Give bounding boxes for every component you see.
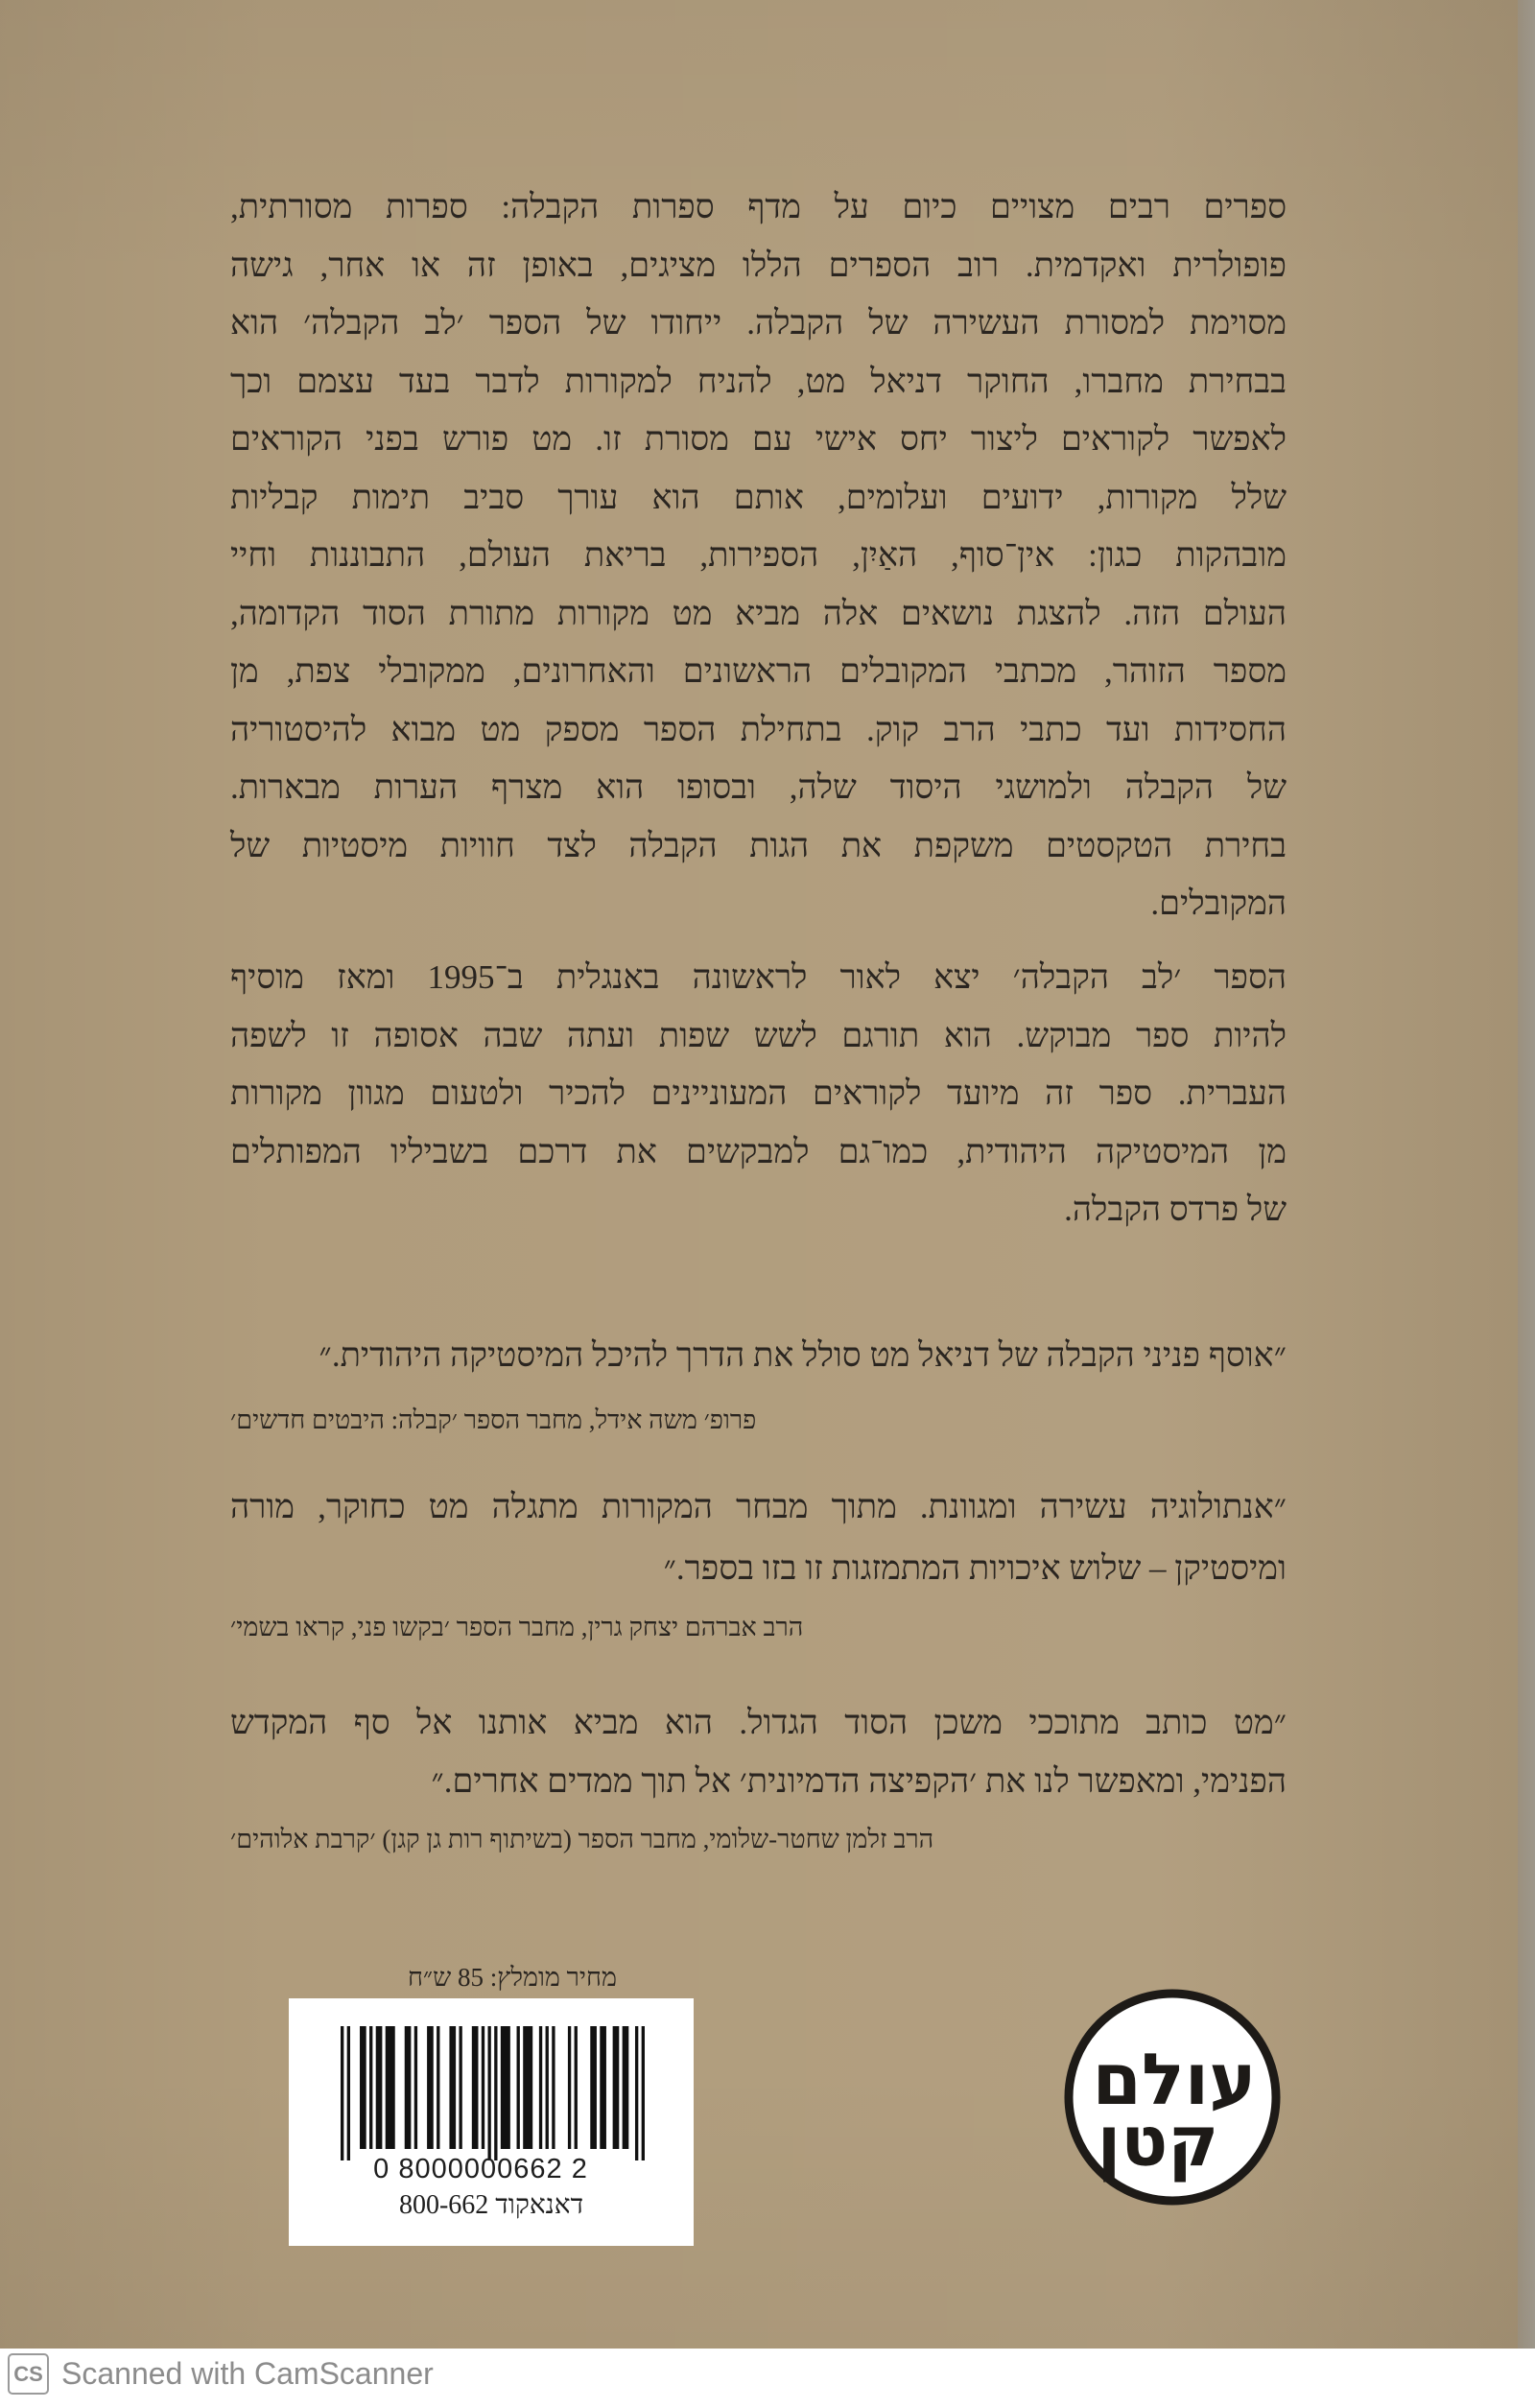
paragraph-line: של פרדס הקבלה.: [1064, 1191, 1287, 1228]
quote-line: ״אנתולוגיה עשירה ומגוונת. מתוך מבחר המקורות מתגלה מט כחוקר, מורה: [230, 1488, 1287, 1525]
barcode-bar: [546, 2026, 549, 2149]
camscanner-logo-icon: CS: [8, 2353, 49, 2395]
quote-line: ומיסטיקן – שלוש איכויות המתמזגות זו בזו בספר.״: [663, 1549, 1287, 1587]
barcode-bar: [347, 2026, 350, 2160]
barcode-bar: [600, 2026, 606, 2149]
paragraph-line: העולם הזה. להצגת נושאים אלה מביא מט מקורות מתורת הסוד הקדומה,: [230, 594, 1287, 632]
barcode-bar: [376, 2026, 383, 2149]
barcode-bar: [552, 2026, 555, 2149]
barcode-bar: [635, 2026, 638, 2160]
paragraph-line: להיות ספר מבוקש. הוא תורגם לשש שפות ועתה שבה אסופה זו לשפה: [230, 1016, 1287, 1054]
barcode-bar: [341, 2026, 343, 2160]
paragraph-line: ספרים רבים מצויים כיום על מדף ספרות הקבלה: ספרות מסורתית,: [230, 188, 1287, 225]
barcode-bar: [472, 2026, 479, 2149]
barcode-bar: [386, 2026, 395, 2149]
barcode-bars: [341, 2026, 645, 2162]
quote-line: ״מט כותב מתוככי משכן הסוד הגדול. הוא מביא אותנו אל סף המקדש: [230, 1704, 1287, 1741]
paragraph-line: מן המיסטיקה היהודית, כמו־גם למבקשים את דרכם בשביליו המפותלים: [230, 1132, 1287, 1170]
camscanner-text: Scanned with CamScanner: [61, 2356, 434, 2391]
endorsement-quote-1: [230, 1327, 1287, 1385]
barcode-bar: [449, 2026, 456, 2149]
scanner-watermark: [0, 2349, 1535, 2408]
barcode-bar: [405, 2026, 412, 2149]
barcode-bar: [623, 2026, 629, 2149]
barcode-bar: [427, 2026, 434, 2149]
quote-attribution: הרב אברהם יצחק גרין, מחבר הספר ׳בקשו פני, קראו בשמי׳: [230, 1613, 804, 1641]
barcode-bar: [501, 2026, 510, 2149]
endorsement-attribution-2: [230, 1606, 1287, 1648]
barcode-bar: [642, 2026, 645, 2160]
paragraph-line: בחירת הטקסטים משקפת את הגות הקבלה לצד חוויות מיסטיות של: [230, 826, 1287, 864]
barcode-number: 0 8000000662 2: [373, 2154, 588, 2184]
endorsement-attribution-1: [230, 1399, 1287, 1441]
barcode-bar: [517, 2026, 520, 2149]
paragraph-line: לאפשר לקוראים ליצור יחס אישי עם מסורת זו. מט פורש בפני הקוראים: [230, 420, 1287, 458]
paragraph-line: מסוימת למסורת העשירה של הקבלה. ייחודו של הספר ׳לב הקבלה׳ הוא: [230, 304, 1287, 342]
endorsement-quote-3: [230, 1693, 1287, 1810]
barcode-bar: [539, 2026, 542, 2149]
barcode-bar: [360, 2026, 366, 2149]
barcode-bar: [494, 2026, 497, 2160]
barcode-bar: [369, 2026, 372, 2149]
barcode-bar: [590, 2026, 597, 2149]
paragraph-line: מספר הזוהר, מכתבי המקובלים הראשונים והאחרונים, ממקובלי צפת, מן: [230, 652, 1287, 690]
blurb-paragraph-2: [230, 949, 1287, 1239]
quote-line: הפנימי, ומאפשר לנו את ׳הקפיצה הדמיונית׳ אל תוך ממדים אחרים.״: [431, 1762, 1287, 1800]
paragraph-line: של הקבלה ולמושגי היסוד שלה, ובסופו הוא מצרף הערות מבארות.: [230, 768, 1287, 806]
logo-word-2: קטן: [1097, 2101, 1219, 2182]
paragraph-line: שלל מקורות, ידועים ועלומים, אותם הוא עורך סביב תימות קבליות: [230, 478, 1287, 516]
barcode-danacode: דאנאקוד 800-662: [398, 2190, 584, 2220]
recommended-price: מחיר מומלץ: 85 ש״ח: [407, 1963, 617, 1992]
barcode-bar: [414, 2026, 417, 2149]
barcode-bar: [575, 2026, 578, 2149]
paragraph-line: העברית. ספר זה מיועד לקוראים המעוניינים להכיר ולטעום מגוון מקורות: [230, 1074, 1287, 1112]
endorsement-quote-2: [230, 1476, 1287, 1599]
publisher-logo: [1062, 1987, 1283, 2207]
paragraph-line: מובהקות כגון: אין־סוף, האַיִן, הספירות, בריאת העולם, התבוננות וחיי: [230, 536, 1287, 574]
barcode-bar: [523, 2026, 532, 2149]
barcode-bar: [459, 2026, 461, 2149]
barcode-bar: [482, 2026, 484, 2149]
quote-attribution: פרופ׳ משה אידל, מחבר הספר ׳קבלה: היבטים חדשים׳: [230, 1405, 757, 1434]
endorsement-attribution-3: [230, 1818, 1287, 1860]
cover-edge: [1518, 0, 1535, 2349]
paragraph-line: הספר ׳לב הקבלה׳ יצא לאור לראשונה באנגלית ב־1995 ומאז מוסיף: [230, 958, 1287, 996]
blurb-paragraph-1: [230, 178, 1287, 933]
barcode-bar: [437, 2026, 439, 2149]
paragraph-line: פופולרית ואקדמית. רוב הספרים הללו מציגים, באופן זה או אחר, גישה: [230, 246, 1287, 284]
quote-attribution: הרב זלמן שחטר-שלומי, מחבר הספר (בשיתוף רות גן קגן) ׳קרבת אלוהים׳: [230, 1825, 934, 1853]
barcode-bar: [487, 2026, 490, 2160]
logo-word-1: עולם: [1092, 2039, 1257, 2121]
paragraph-line: בבחירת מחברו, החוקר דניאל מט, להניח למקורות לדבר בעד עצמם וכך: [230, 362, 1287, 400]
quote-line: ״אוסף פניני הקבלה של דניאל מט סולל את הדרך להיכל המיסטיקה היהודית.״: [319, 1336, 1287, 1374]
paragraph-line: החסידות ועד כתבי הרב קוק. בתחילת הספר מספק מט מבוא להיסטוריה: [230, 710, 1287, 748]
paragraph-line: המקובלים.: [1150, 885, 1287, 922]
barcode-bar: [613, 2026, 620, 2149]
barcode-bar: [568, 2026, 571, 2149]
barcode-label: [289, 1998, 694, 2246]
